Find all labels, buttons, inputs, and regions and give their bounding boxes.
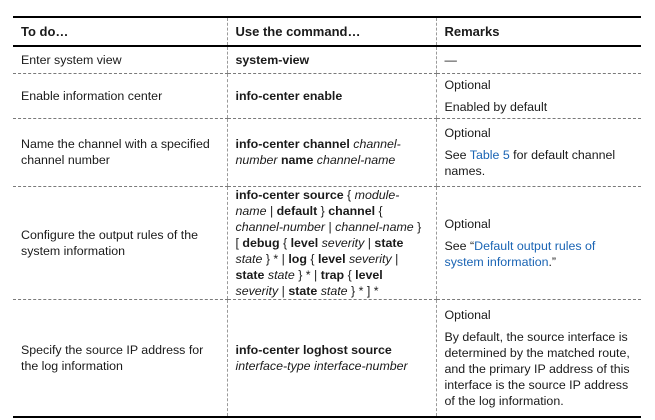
text-segment: —: [444, 52, 457, 67]
text-segment: {: [279, 235, 291, 250]
remark-line: [445, 216, 634, 232]
text-segment: Optional: [444, 77, 491, 92]
header-todo: To do…: [13, 17, 227, 46]
text-segment: |: [325, 219, 336, 234]
command-argument: state: [267, 267, 295, 282]
text-segment: } * |: [294, 267, 321, 282]
command-argument: severity: [235, 283, 279, 298]
command-argument: interface-type interface-number: [235, 358, 408, 373]
text-segment: } * |: [262, 251, 289, 266]
command-keyword: state: [235, 267, 265, 282]
text-segment: } [: [235, 219, 422, 250]
remarks-cell: [436, 186, 641, 299]
command-keyword: info-center enable: [235, 88, 343, 103]
command-keyword: info-center loghost source: [235, 342, 392, 357]
command-argument: channel-number: [235, 137, 401, 167]
text-segment: {: [306, 251, 318, 266]
text-segment: |: [391, 251, 399, 266]
command-argument: severity: [348, 251, 392, 266]
remark-line: [445, 52, 634, 68]
command-cell: [227, 299, 436, 417]
remarks-cell: [436, 46, 641, 73]
text-segment: for default channel names.: [444, 148, 616, 178]
todo-cell: Enter system view: [13, 46, 227, 73]
command-argument: module-name: [235, 187, 400, 218]
command-keyword: default: [276, 203, 318, 218]
command-keyword: level: [355, 267, 383, 282]
text-segment: Optional: [444, 126, 491, 140]
text-segment: By default, the source interface is determined by the matched route, and the primary IP address of this interface is the source IP address of the log information.: [444, 329, 630, 408]
cross-reference-link[interactable]: Default output rules of system information: [444, 238, 596, 269]
text-segment: See: [444, 148, 470, 162]
command-keyword: trap: [320, 267, 345, 282]
text-segment: }: [317, 203, 329, 218]
command-keyword: debug: [242, 235, 280, 250]
text-segment: {: [343, 187, 355, 202]
text-segment: Optional: [444, 216, 491, 231]
command-argument: state: [320, 283, 348, 298]
command-argument: severity: [321, 235, 365, 250]
table-row: [13, 299, 641, 417]
command-keyword: channel: [328, 203, 376, 218]
command-argument: channel-number: [235, 219, 326, 234]
remarks-cell: [436, 118, 641, 186]
text-segment: {: [375, 203, 383, 218]
command-cell: [227, 118, 436, 186]
remark-line: [445, 147, 634, 179]
text-segment: Optional: [444, 307, 491, 322]
command-keyword: info-center source: [235, 187, 344, 202]
command-argument: channel-name: [316, 153, 396, 167]
text-segment: See “: [444, 238, 475, 253]
text-segment: } * ] *: [347, 283, 379, 298]
remark-line: [445, 307, 634, 323]
command-cell: [227, 46, 436, 73]
command-argument: channel-name: [335, 219, 414, 234]
text-segment: |: [266, 203, 277, 218]
cross-reference-link[interactable]: Table 5: [469, 148, 510, 162]
header-remarks: Remarks: [436, 17, 641, 46]
todo-cell: Enable information center: [13, 73, 227, 118]
command-keyword: level: [317, 251, 346, 266]
remark-line: [445, 99, 634, 115]
command-keyword: name: [280, 153, 314, 167]
remarks-cell: [436, 299, 641, 417]
todo-cell: Specify the source IP address for the log information: [13, 299, 227, 417]
todo-cell: Name the channel with a specified channel number: [13, 118, 227, 186]
table-row: [13, 118, 641, 186]
command-keyword: info-center channel: [235, 137, 350, 151]
command-keyword: state: [374, 235, 404, 250]
command-keyword: system-view: [235, 52, 310, 67]
command-keyword: state: [288, 283, 318, 298]
text-segment: |: [278, 283, 289, 298]
remark-line: [445, 238, 634, 270]
remark-line: [445, 329, 634, 409]
remark-line: [445, 77, 634, 93]
table-row: [13, 73, 641, 118]
table-row: [13, 186, 641, 299]
command-argument: state: [235, 251, 263, 266]
header-command: Use the command…: [227, 17, 436, 46]
command-keyword: log: [288, 251, 307, 266]
table-header-row: [13, 17, 641, 46]
command-table: [13, 16, 641, 418]
text-segment: {: [344, 267, 356, 282]
command-keyword: level: [290, 235, 319, 250]
text-segment: Enabled by default: [444, 99, 548, 114]
text-segment: |: [364, 235, 375, 250]
command-cell: [227, 186, 436, 299]
command-cell: [227, 73, 436, 118]
text-segment: .”: [548, 254, 557, 269]
remark-line: [445, 125, 634, 141]
remarks-cell: [436, 73, 641, 118]
todo-cell: Configure the output rules of the system information: [13, 186, 227, 299]
table-row: [13, 46, 641, 73]
